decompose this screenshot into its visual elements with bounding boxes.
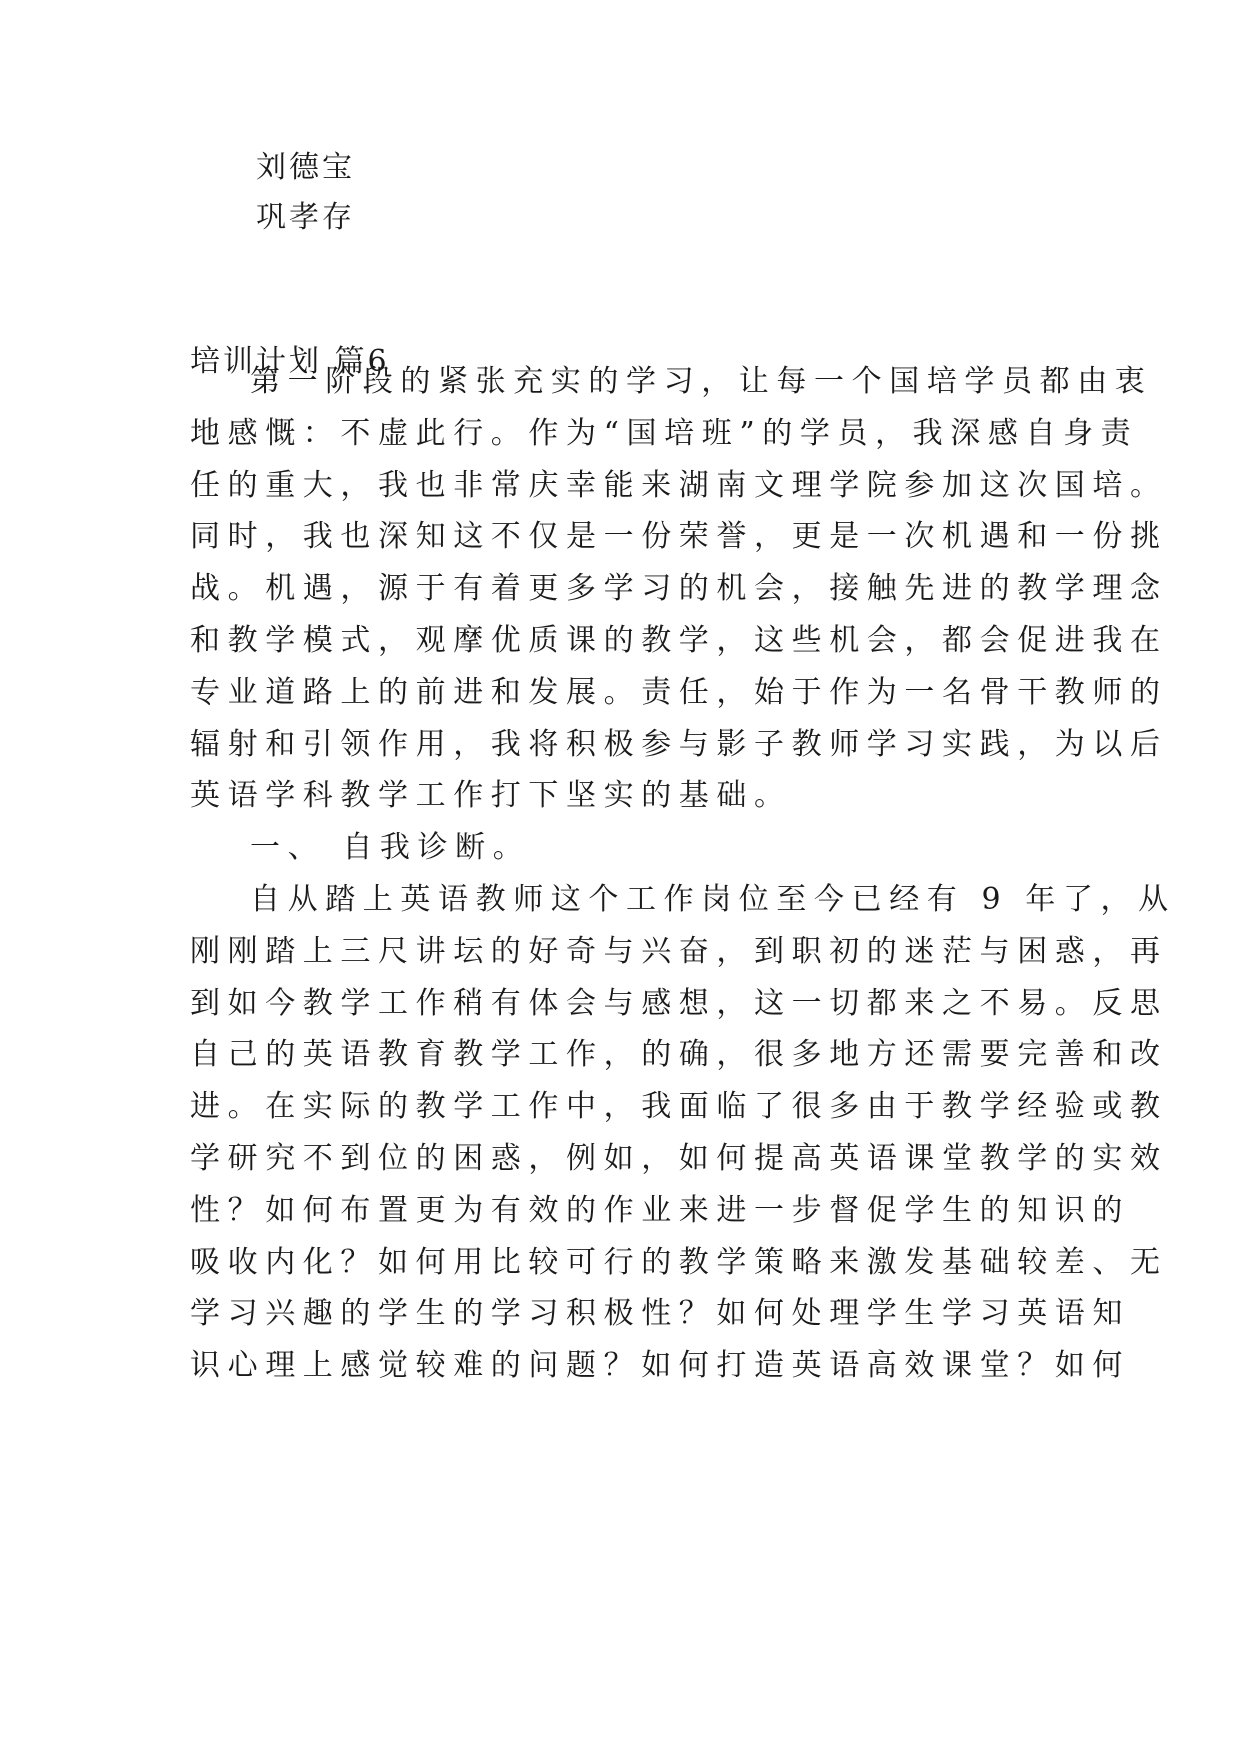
signature-name: 巩孝存 (256, 200, 355, 235)
paragraph-line: 辐射和引领作用，我将积极参与影子教师学习实践，为以后 (190, 726, 1168, 762)
paragraph-line: 学习兴趣的学生的学习积极性？如何处理学生学习英语知 (190, 1296, 1130, 1332)
paragraph-line: 战。机遇，源于有着更多学习的机会，接触先进的教学理念 (190, 571, 1168, 607)
paragraph-line: 吸收内化？如何用比较可行的教学策略来激发基础较差、无 (190, 1244, 1168, 1280)
paragraph-line: 自从踏上英语教师这个工作岗位至今已经有 9 年了，从 (250, 882, 1176, 917)
paragraph-line: 和教学模式，观摩优质课的教学，这些机会，都会促进我在 (190, 623, 1168, 658)
paragraph-line: 进。在实际的教学工作中，我面临了很多由于教学经验或教 (190, 1089, 1168, 1125)
paragraph-line: 学研究不到位的困惑，例如，如何提高英语课堂教学的实效 (190, 1141, 1168, 1176)
section-title: 培训计划 篇6 (190, 344, 390, 379)
paragraph-line: 专业道路上的前进和发展。责任，始于作为一名骨干教师的 (190, 674, 1168, 710)
paragraph-line: 识心理上感觉较难的问题？如何打造英语高效课堂？如何 (190, 1348, 1130, 1384)
paragraph-line: 第一阶段的紧张充实的学习，让每一个国培学员都由衷 (250, 364, 1153, 399)
paragraph-line: 地感慨：不虚此行。作为“国培班”的学员，我深感自身责 (190, 415, 1139, 451)
paragraph-line: 一、 自我诊断。 (250, 830, 531, 866)
paragraph-line: 性？如何布置更为有效的作业来进一步督促学生的知识的 (190, 1192, 1130, 1228)
paragraph-line: 到如今教学工作稍有体会与感想，这一切都来之不易。反思 (190, 985, 1168, 1021)
paragraph-line: 刚刚踏上三尺讲坛的好奇与兴奋，到职初的迷茫与困惑，再 (190, 933, 1168, 969)
signature-name: 刘德宝 (256, 150, 355, 185)
paragraph-line: 任的重大，我也非常庆幸能来湖南文理学院参加这次国培。 (190, 467, 1168, 503)
paragraph-line: 同时，我也深知这不仅是一份荣誉，更是一次机遇和一份挑 (190, 519, 1168, 555)
paragraph-line: 英语学科教学工作打下坚实的基础。 (190, 778, 792, 814)
paragraph-line: 自己的英语教育教学工作，的确，很多地方还需要完善和改 (190, 1037, 1168, 1073)
